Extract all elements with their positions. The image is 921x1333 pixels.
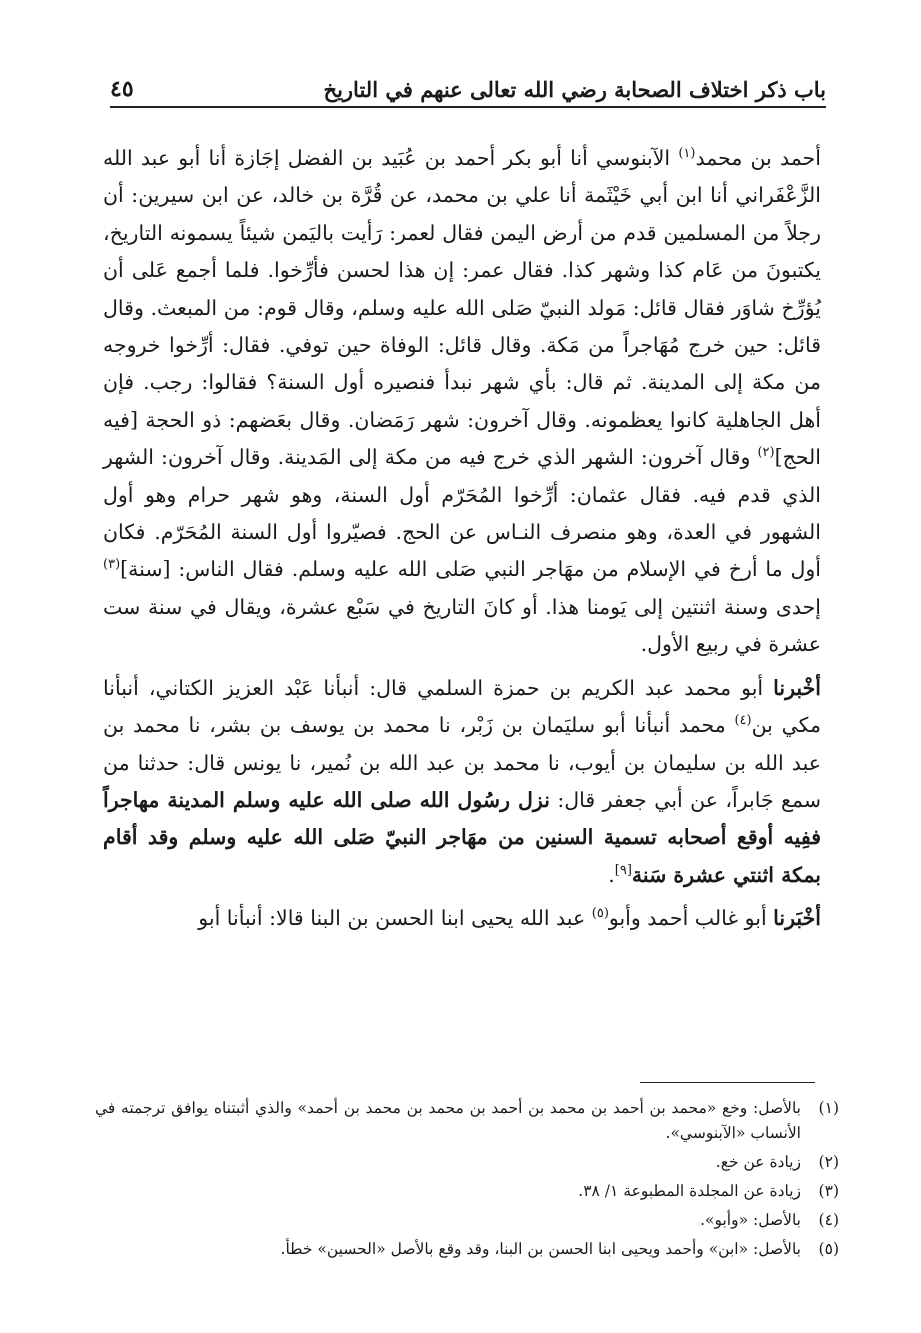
page-number: ٤٥ [110,76,134,102]
footnote-4 [95,1208,839,1233]
footnote-ref-5: (٥) [591,906,609,922]
text-run: عبد الله يحيى ابنا الحسن بن البنا قالا: أنبأنا أبو [198,906,592,931]
footnote-number: (٢) [818,1153,839,1171]
text-run: إحدى وسنة اثنتين إلى يَومنا هذا. أو كانَ التاريخ في سَبْع عشرة، ويقال في سنة ست عشرة في ربيع الأول. [103,594,821,657]
footnote-text: زيادة عن المجلدة المطبوعة ١/ ٣٨. [578,1182,801,1200]
footnotes [95,1096,839,1266]
footnote-number: (١) [818,1099,839,1117]
header-rule [110,106,826,108]
paragraph-lead-word: أخْبرنا [773,675,821,700]
running-header [110,62,826,102]
running-title: باب ذكر اختلاف الصحابة رضي الله تعالى عنهم في التاريخ [323,77,826,102]
text-run: أبو محمد عبد الكريم بن حمزة السلمي قال: أنبأنا عَبْد العزيز الكتاني، أنبأنا مكي بن [103,675,821,738]
footnote-ref-1: (١) [678,146,696,162]
source-ref: [٩] [614,862,632,878]
footnote-ref-3: (٣) [103,557,121,573]
text-run: أبو غالب أحمد وأبو [608,906,774,931]
text-run: . [608,862,615,887]
text-run: الآبنوسي أنا أبو بكر أحمد بن عُبَيد بن الفضل إجَازة أنا أبو عبد الله الزَّعْفَراني أنا ابن أبي خَيْثَمة أنا علي بن محمد، عن قُرَّة بن خالد، عن ابن سيرين: أن رجلاً من المسلمين قدم من أرض اليمن فقال لعمر: رَأيت باليَمن شيئاً يسمونه التاريخ، يكتبونَ من عَام كذا وشهر كذا. فقال عمر: إن هذا لحسن فأرِّخوا. فلما أجمع عَلى أن يُؤرِّخ شاوَر فقال قائل: مَولد النبيّ صَلى الله عليه وسلم، وقال قوم: من المبعث. وقال قائل: حين خرج مُهَاجراً من مَكة. وقال قائل: الوفاة حين توفي. فقال: أرِّخوا خروجه من مكة إلى المدينة. ثم قال: بأي شهر نبدأ فنصيره أول السنة؟ فقالوا: رجب. فإن أهل الجاهلية كانوا يعظمونه. وقال آخرون: شهر رَمَضان. وقال بعَضهم: ذو الحجة [فيه الحج] [103,146,821,470]
footnote-ref-4: (٤) [734,713,752,729]
text-run: وقال آخرون: الشهر الذي خرج فيه من مكة إلى المَدينة. وقال آخرون: الشهر الذي قدم فيه. فقال عثمان: أرِّخوا المُحَرّم أول السنة، وهو شهر حرام وهو أول الشهور في العدة، وهو منصرف النـاس عن الحج. فصيّروا أول السنة المُحَرّم. فكان أول ما أرخ في الإسلام من مهَاجر النبي صَلى الله عليه وسلم. فقال الناس: [سنة] [103,445,821,582]
footnote-text: بالأصل: «ابن» وأحمد ويحيى ابنا الحسن بن البنا، وقد وقع بالأصل «الحسين» خطأ. [280,1240,801,1258]
footnote-number: (٥) [818,1240,839,1258]
footnote-text: بالأصل: وخع «محمد بن أحمد بن محمد بن أحمد بن محمد بن محمد بن أحمد» والذي أثبتناه يوافق ترجمته في الأنساب «الآبنوسي». [95,1099,801,1142]
footnote-number: (٤) [818,1211,839,1229]
paragraph-lead-word: أخْبَرنا [773,906,821,931]
text-run: أحمد بن محمد [695,146,821,170]
footnote-rule [640,1082,815,1083]
footnote-5 [95,1237,839,1262]
footnote-number: (٣) [818,1182,839,1200]
text-run: محمد أنبأنا أبو سليَمان بن زَبْر، نا محمد بن يوسف بن بشر، نا محمد بن عبد الله بن سليمان بن أيوب، نا محمد بن عبد الله بن نُمير، نا يونس قال: حدثنا من سمع جَابراً، عن أبي جعفر قال: [103,713,822,812]
footnote-text: بالأصل: «وأبو». [700,1211,801,1229]
paragraph-2 [103,670,821,894]
footnote-text: زيادة عن خع. [715,1153,801,1171]
paragraph-3 [103,900,821,937]
footnote-2 [95,1150,839,1175]
footnote-ref-2: (٢) [757,445,775,461]
paragraph-1 [103,140,821,664]
footnote-1 [95,1096,839,1146]
footnote-3 [95,1179,839,1204]
main-text [103,140,821,938]
hadith-text: نزل رسُول الله صلى الله عليه وسلم المدينة مهاجراً ففِيه أوقع أصحابه تسمية السنين من مهَاجر النبيّ صَلى الله عليه وسلم وقد أقام بمكة اثنتي عشرة سَنة [103,787,821,887]
